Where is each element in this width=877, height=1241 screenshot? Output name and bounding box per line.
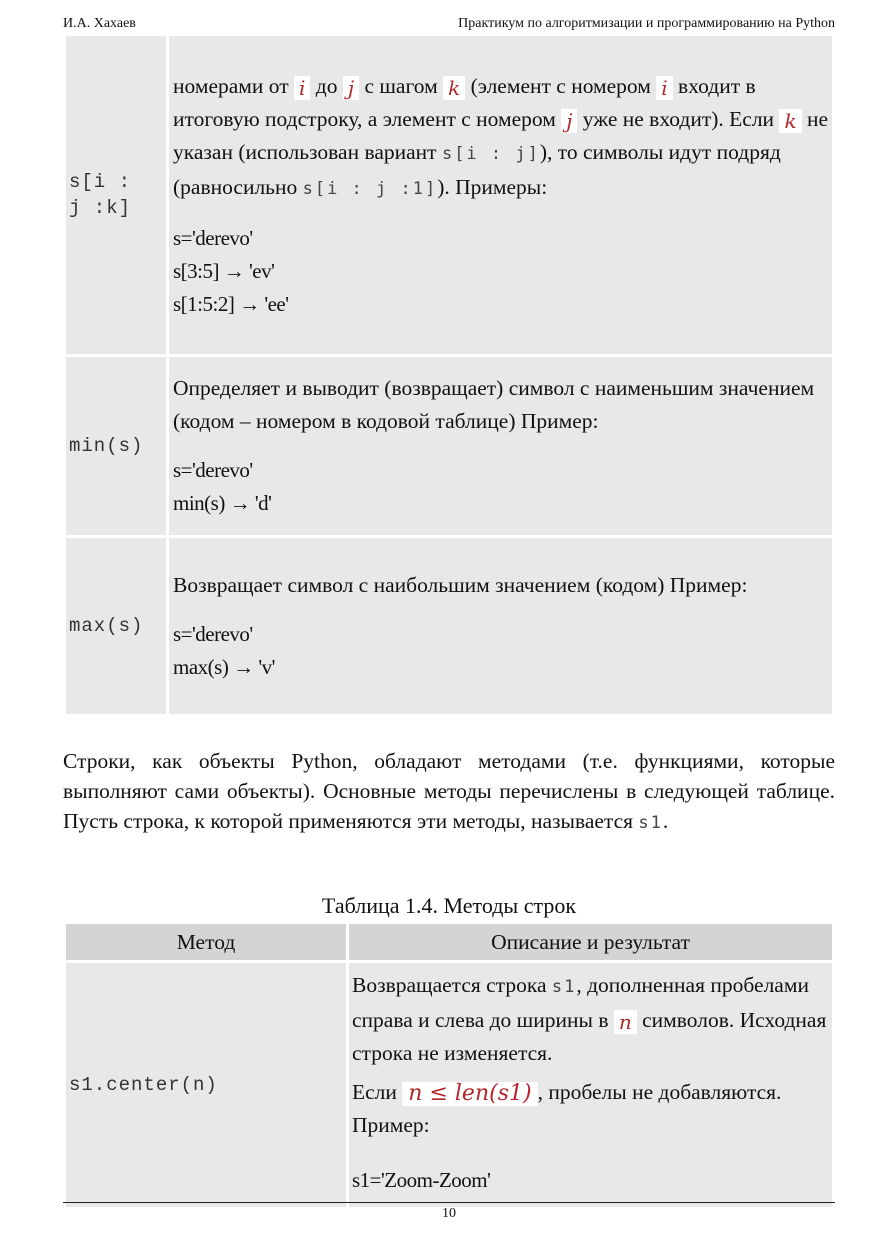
operation-code: min(s) bbox=[69, 435, 144, 457]
operation-cell bbox=[66, 538, 166, 714]
operation-code: max(s) bbox=[69, 615, 144, 637]
example-block bbox=[352, 1164, 828, 1197]
description-cell bbox=[169, 357, 832, 535]
inline-code: s[i : j] bbox=[441, 143, 540, 164]
operation-cell bbox=[66, 36, 166, 354]
operation-code: s[i : j :k] bbox=[69, 171, 132, 219]
math-var-j: j bbox=[343, 76, 359, 100]
table-row bbox=[66, 36, 832, 354]
body-paragraph: Строки, как объекты Python, обладают методами (т.е. функциями, которые выполняют сами объекты). Основные методы перечислены в следующей таблице. Пусть строка, к которой применяются эти методы, называется s1. bbox=[63, 749, 835, 833]
center-condition: Если n ≤ len(s1) , пробелы не добавляются. Пример: bbox=[352, 1080, 782, 1137]
table-row bbox=[66, 357, 832, 535]
description-cell bbox=[169, 538, 832, 714]
example-line: min(s) → 'd' bbox=[173, 491, 272, 515]
table-caption: Таблица 1.4. Методы строк bbox=[321, 893, 577, 918]
example-line: s='derevo' bbox=[173, 458, 253, 482]
table-row bbox=[66, 538, 832, 714]
string-methods-table bbox=[63, 921, 835, 1210]
header-book-title: Практикум по алгоритмизации и программированию на Python bbox=[458, 16, 835, 31]
table-header-row bbox=[66, 924, 832, 960]
column-header-method: Метод bbox=[66, 924, 346, 960]
example-line: s='derevo' bbox=[173, 621, 253, 646]
method-code: s1.center(n) bbox=[69, 1074, 218, 1096]
column-header-description: Описание и результат bbox=[349, 924, 832, 960]
method-cell bbox=[66, 963, 346, 1207]
footer-divider bbox=[63, 1202, 835, 1203]
string-operations-table bbox=[63, 33, 835, 717]
page-number: 10 bbox=[442, 1206, 456, 1221]
math-var-j: j bbox=[561, 109, 577, 133]
example-line: max(s) → 'v' bbox=[173, 654, 275, 679]
operation-cell bbox=[66, 357, 166, 535]
example-block bbox=[173, 618, 828, 684]
math-var-k: k bbox=[779, 109, 801, 133]
max-description: Возвращает символ с наибольшим значением (кодом) Пример: bbox=[173, 572, 748, 597]
math-var-k: k bbox=[443, 76, 465, 100]
inline-code: s1 bbox=[551, 977, 577, 997]
math-var-i: i bbox=[294, 76, 310, 100]
min-description: Определяет и выводит (возвращает) символ с наименьшим значением (кодом – номером в кодовой таблице) Пример: bbox=[173, 376, 815, 433]
description-cell bbox=[349, 963, 832, 1207]
center-description: Возвращается строка s1, дополненная пробелами справа и слева до ширины в n символов. Исходная строка не изменяется. bbox=[352, 973, 827, 1065]
inline-code: s[i : j :1] bbox=[302, 178, 438, 199]
math-var-i: i bbox=[656, 76, 672, 100]
slice-description: номерами от i до j с шагом k (элемент с номером i входит в итоговую подстроку, а элемент с номером j уже не входит). Если k не указан (использован вариант s[i : j]), то символы идут подряд (равносильно s[i : j :1]). Примеры: bbox=[173, 73, 828, 199]
description-cell bbox=[169, 36, 832, 354]
inline-code: s1 bbox=[638, 813, 663, 833]
header-author: И.А. Хахаев bbox=[63, 16, 136, 31]
example-line: s[3:5] → 'ev' bbox=[173, 258, 275, 283]
example-line: s1='Zoom-Zoom' bbox=[352, 1168, 491, 1192]
math-var-n: n bbox=[614, 1010, 637, 1034]
math-condition: n ≤ len(s1) bbox=[402, 1082, 537, 1106]
example-line: s='derevo' bbox=[173, 225, 253, 250]
example-block bbox=[173, 454, 828, 520]
example-block bbox=[173, 222, 828, 321]
example-line: s[1:5:2] → 'ee' bbox=[173, 291, 289, 316]
table-row bbox=[66, 963, 832, 1207]
